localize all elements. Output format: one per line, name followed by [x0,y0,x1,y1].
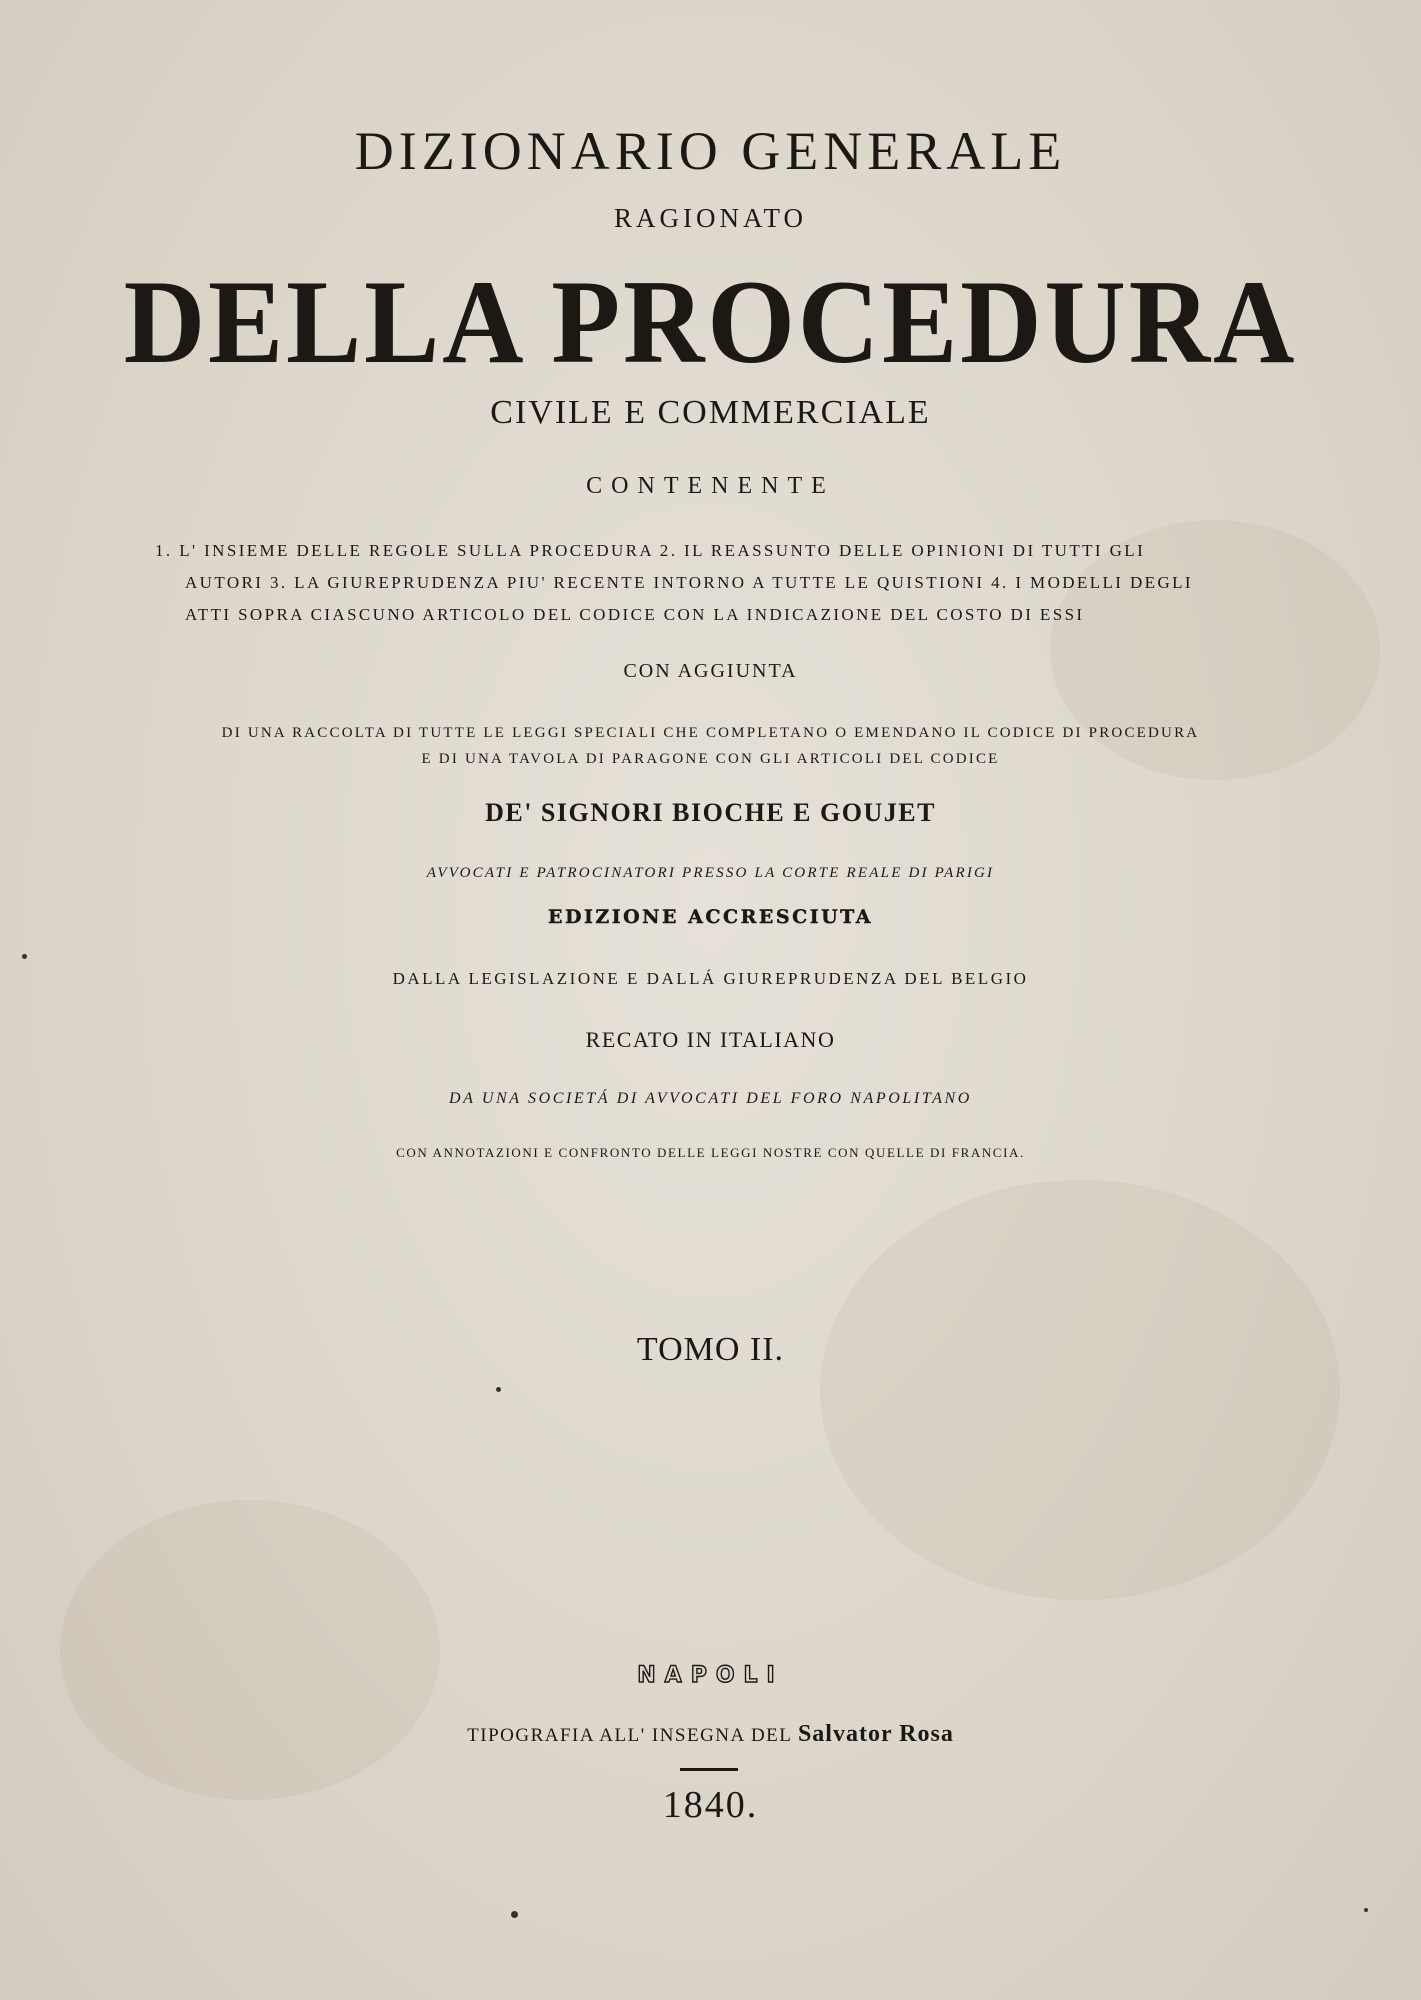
paper-stain [60,1500,440,1800]
raccolta-line: E DI UNA TAVOLA DI PARAGONE CON GLI ARTICOLI DEL CODICE [421,751,1000,767]
annotations-note: CON ANNOTAZIONI E CONFRONTO DELLE LEGGI NOSTRE CON QUELLE DI FRANCIA. [396,1145,1025,1160]
paper-speck [496,1387,501,1392]
contents-paragraph [155,535,1270,631]
contenente-heading: CONTENENTE [586,473,835,499]
main-title: DELLA PROCEDURA [123,255,1298,388]
paper-speck [511,1911,518,1918]
title-line-1: DIZIONARIO GENERALE [354,121,1067,181]
printer-prefix: TIPOGRAFIA ALL' INSEGNA DEL [467,1725,792,1746]
printer-name: Salvator Rosa [797,1721,954,1747]
volume-number: TOMO II. [636,1331,785,1368]
title-line-2: RAGIONATO [613,203,807,233]
paper-speck [1364,1908,1368,1912]
authors-role: AVVOCATI E PATROCINATORI PRESSO LA CORTE REALE DI PARIGI [426,865,995,881]
paper-speck [22,954,27,959]
imprint-year: 1840. [662,1784,759,1826]
raccolta-line: DI UNA RACCOLTA DI TUTTE LE LEGGI SPECIALI CHE COMPLETANO O EMENDANO IL CODICE DI PROCEDURA [221,725,1200,741]
title-line-4: CIVILE E COMMERCIALE [490,394,931,431]
imprint-printer [0,1722,1421,1746]
paper-stain [820,1180,1340,1600]
translated-heading: RECATO IN ITALIANO [585,1027,836,1052]
contents-line: ATTI SOPRA CIASCUNO ARTICOLO DEL CODICE CON LA INDICAZIONE DEL COSTO DI ESSI [185,605,1085,624]
imprint-city: NAPOLI [637,1663,784,1688]
authors: DE' SIGNORI BIOCHE E GOUJET [485,798,936,827]
imprint-rule [680,1768,738,1771]
translators: DA UNA SOCIETÁ DI AVVOCATI DEL FORO NAPOLITANO [449,1090,972,1107]
contents-line: AUTORI 3. LA GIUREPRUDENZA PIU' RECENTE INTORNO A TUTTE LE QUISTIONI 4. I MODELLI DEGLI [185,573,1193,592]
con-aggiunta-heading: CON AGGIUNTA [623,660,798,682]
edition-heading: EDIZIONE ACCRESCIUTA [547,906,874,928]
contents-line: 1. L' INSIEME DELLE REGOLE SULLA PROCEDURA 2. IL REASSUNTO DELLE OPINIONI DI TUTTI GLI [155,541,1146,560]
edition-detail: DALLA LEGISLAZIONE E DALLÁ GIUREPRUDENZA DEL BELGIO [392,969,1029,988]
